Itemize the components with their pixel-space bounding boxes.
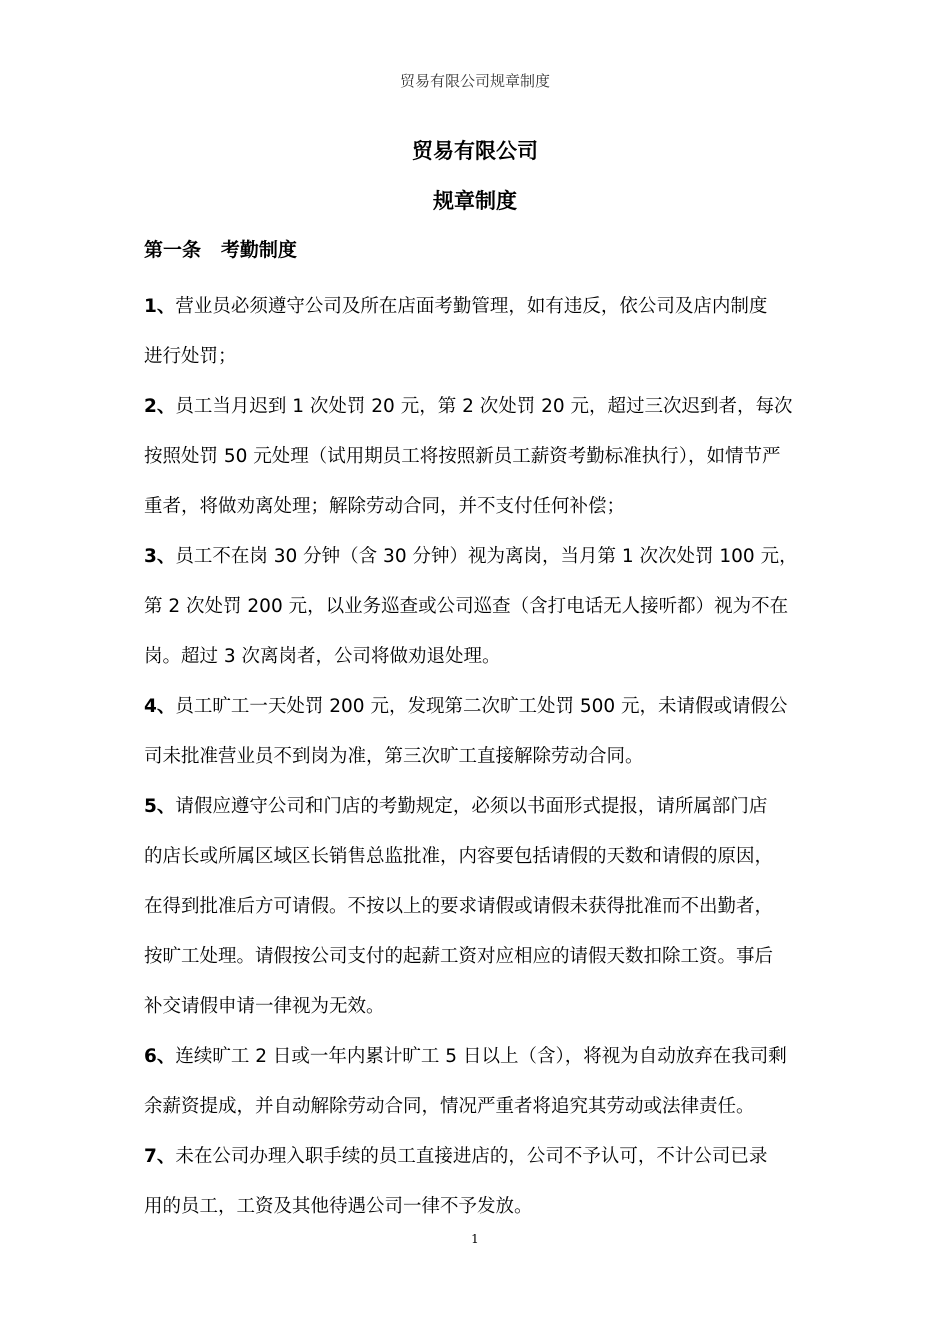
paragraph-line xyxy=(144,932,812,982)
paragraph-line xyxy=(144,1132,812,1182)
paragraph-line xyxy=(144,432,812,482)
running-header: 贸易有限公司规章制度 xyxy=(399,72,550,90)
paragraph-line xyxy=(144,1082,812,1132)
paragraph-text: 第 2 次处罚 200 元，以业务巡查或公司巡查（含打电话无人接听都）视为不在 xyxy=(144,596,789,617)
paragraph-text: 余薪资提成，并自动解除劳动合同，情况严重者将追究其劳动或法律责任。 xyxy=(144,1096,755,1117)
paragraph-text: 重者，将做劝离处理；解除劳动合同，并不支付任何补偿； xyxy=(144,496,626,517)
paragraph-line xyxy=(144,332,812,382)
paragraph-line xyxy=(144,532,812,582)
paragraph-number: 4、 xyxy=(144,696,176,717)
paragraph-number: 5、 xyxy=(144,796,176,817)
paragraph-line xyxy=(144,632,812,682)
paragraph-text: 员工当月迟到 1 次处罚 20 元，第 2 次处罚 20 元，超过三次迟到者，每次 xyxy=(175,396,793,417)
paragraph-number: 3、 xyxy=(144,546,176,567)
paragraph-number: 2、 xyxy=(144,396,176,417)
paragraph-text: 员工旷工一天处罚 200 元，发现第二次旷工处罚 500 元，未请假或请假公 xyxy=(175,696,788,717)
paragraph-line xyxy=(144,582,812,632)
paragraph-line xyxy=(144,1182,812,1232)
paragraph-line xyxy=(144,682,812,732)
paragraph-number: 6、 xyxy=(144,1046,176,1067)
document-subtitle: 规章制度 xyxy=(433,189,517,213)
paragraph-line xyxy=(144,882,812,932)
paragraph-line xyxy=(144,482,812,532)
paragraph-number: 1、 xyxy=(144,296,176,317)
paragraph-text: 员工不在岗 30 分钟（含 30 分钟）视为离岗，当月第 1 次次处罚 100 元， xyxy=(175,546,798,567)
section-heading: 第一条 考勤制度 xyxy=(144,239,297,261)
paragraph-text: 进行处罚； xyxy=(144,346,237,367)
paragraph-text: 连续旷工 2 日或一年内累计旷工 5 日以上（含），将视为自动放弃在我司剩 xyxy=(175,1046,787,1067)
paragraph-text: 请假应遵守公司和门店的考勤规定，必须以书面形式提报，请所属部门店 xyxy=(175,796,768,817)
page-number: 1 xyxy=(471,1232,479,1246)
paragraph-line xyxy=(144,282,812,332)
paragraph-text: 的店长或所属区域区长销售总监批准，内容要包括请假的天数和请假的原因， xyxy=(144,846,774,867)
paragraph-line xyxy=(144,1032,812,1082)
paragraph-text: 未在公司办理入职手续的员工直接进店的，公司不予认可，不计公司已录 xyxy=(175,1146,768,1167)
paragraph-line xyxy=(144,382,812,432)
paragraph-line xyxy=(144,782,812,832)
paragraph-text: 岗。超过 3 次离岗者，公司将做劝退处理。 xyxy=(144,646,501,667)
paragraph-line xyxy=(144,982,812,1032)
paragraph-line xyxy=(144,732,812,782)
paragraph-text: 按照处罚 50 元处理（试用期员工将按照新员工薪资考勤标准执行），如情节严 xyxy=(144,446,781,467)
paragraph-text: 用的员工，工资及其他待遇公司一律不予发放。 xyxy=(144,1196,533,1217)
document-title: 贸易有限公司 xyxy=(412,139,538,163)
paragraph-text: 补交请假申请一律视为无效。 xyxy=(144,996,385,1017)
paragraph-line xyxy=(144,832,812,882)
paragraph-text: 在得到批准后方可请假。不按以上的要求请假或请假未获得批准而不出勤者， xyxy=(144,896,774,917)
paragraph-text: 司未批准营业员不到岗为准，第三次旷工直接解除劳动合同。 xyxy=(144,746,644,767)
paragraph-number: 7、 xyxy=(144,1146,176,1167)
paragraph-text: 按旷工处理。请假按公司支付的起薪工资对应相应的请假天数扣除工资。事后 xyxy=(144,946,774,967)
body-text xyxy=(144,282,812,1232)
paragraph-text: 营业员必须遵守公司及所在店面考勤管理，如有违反，依公司及店内制度 xyxy=(175,296,768,317)
